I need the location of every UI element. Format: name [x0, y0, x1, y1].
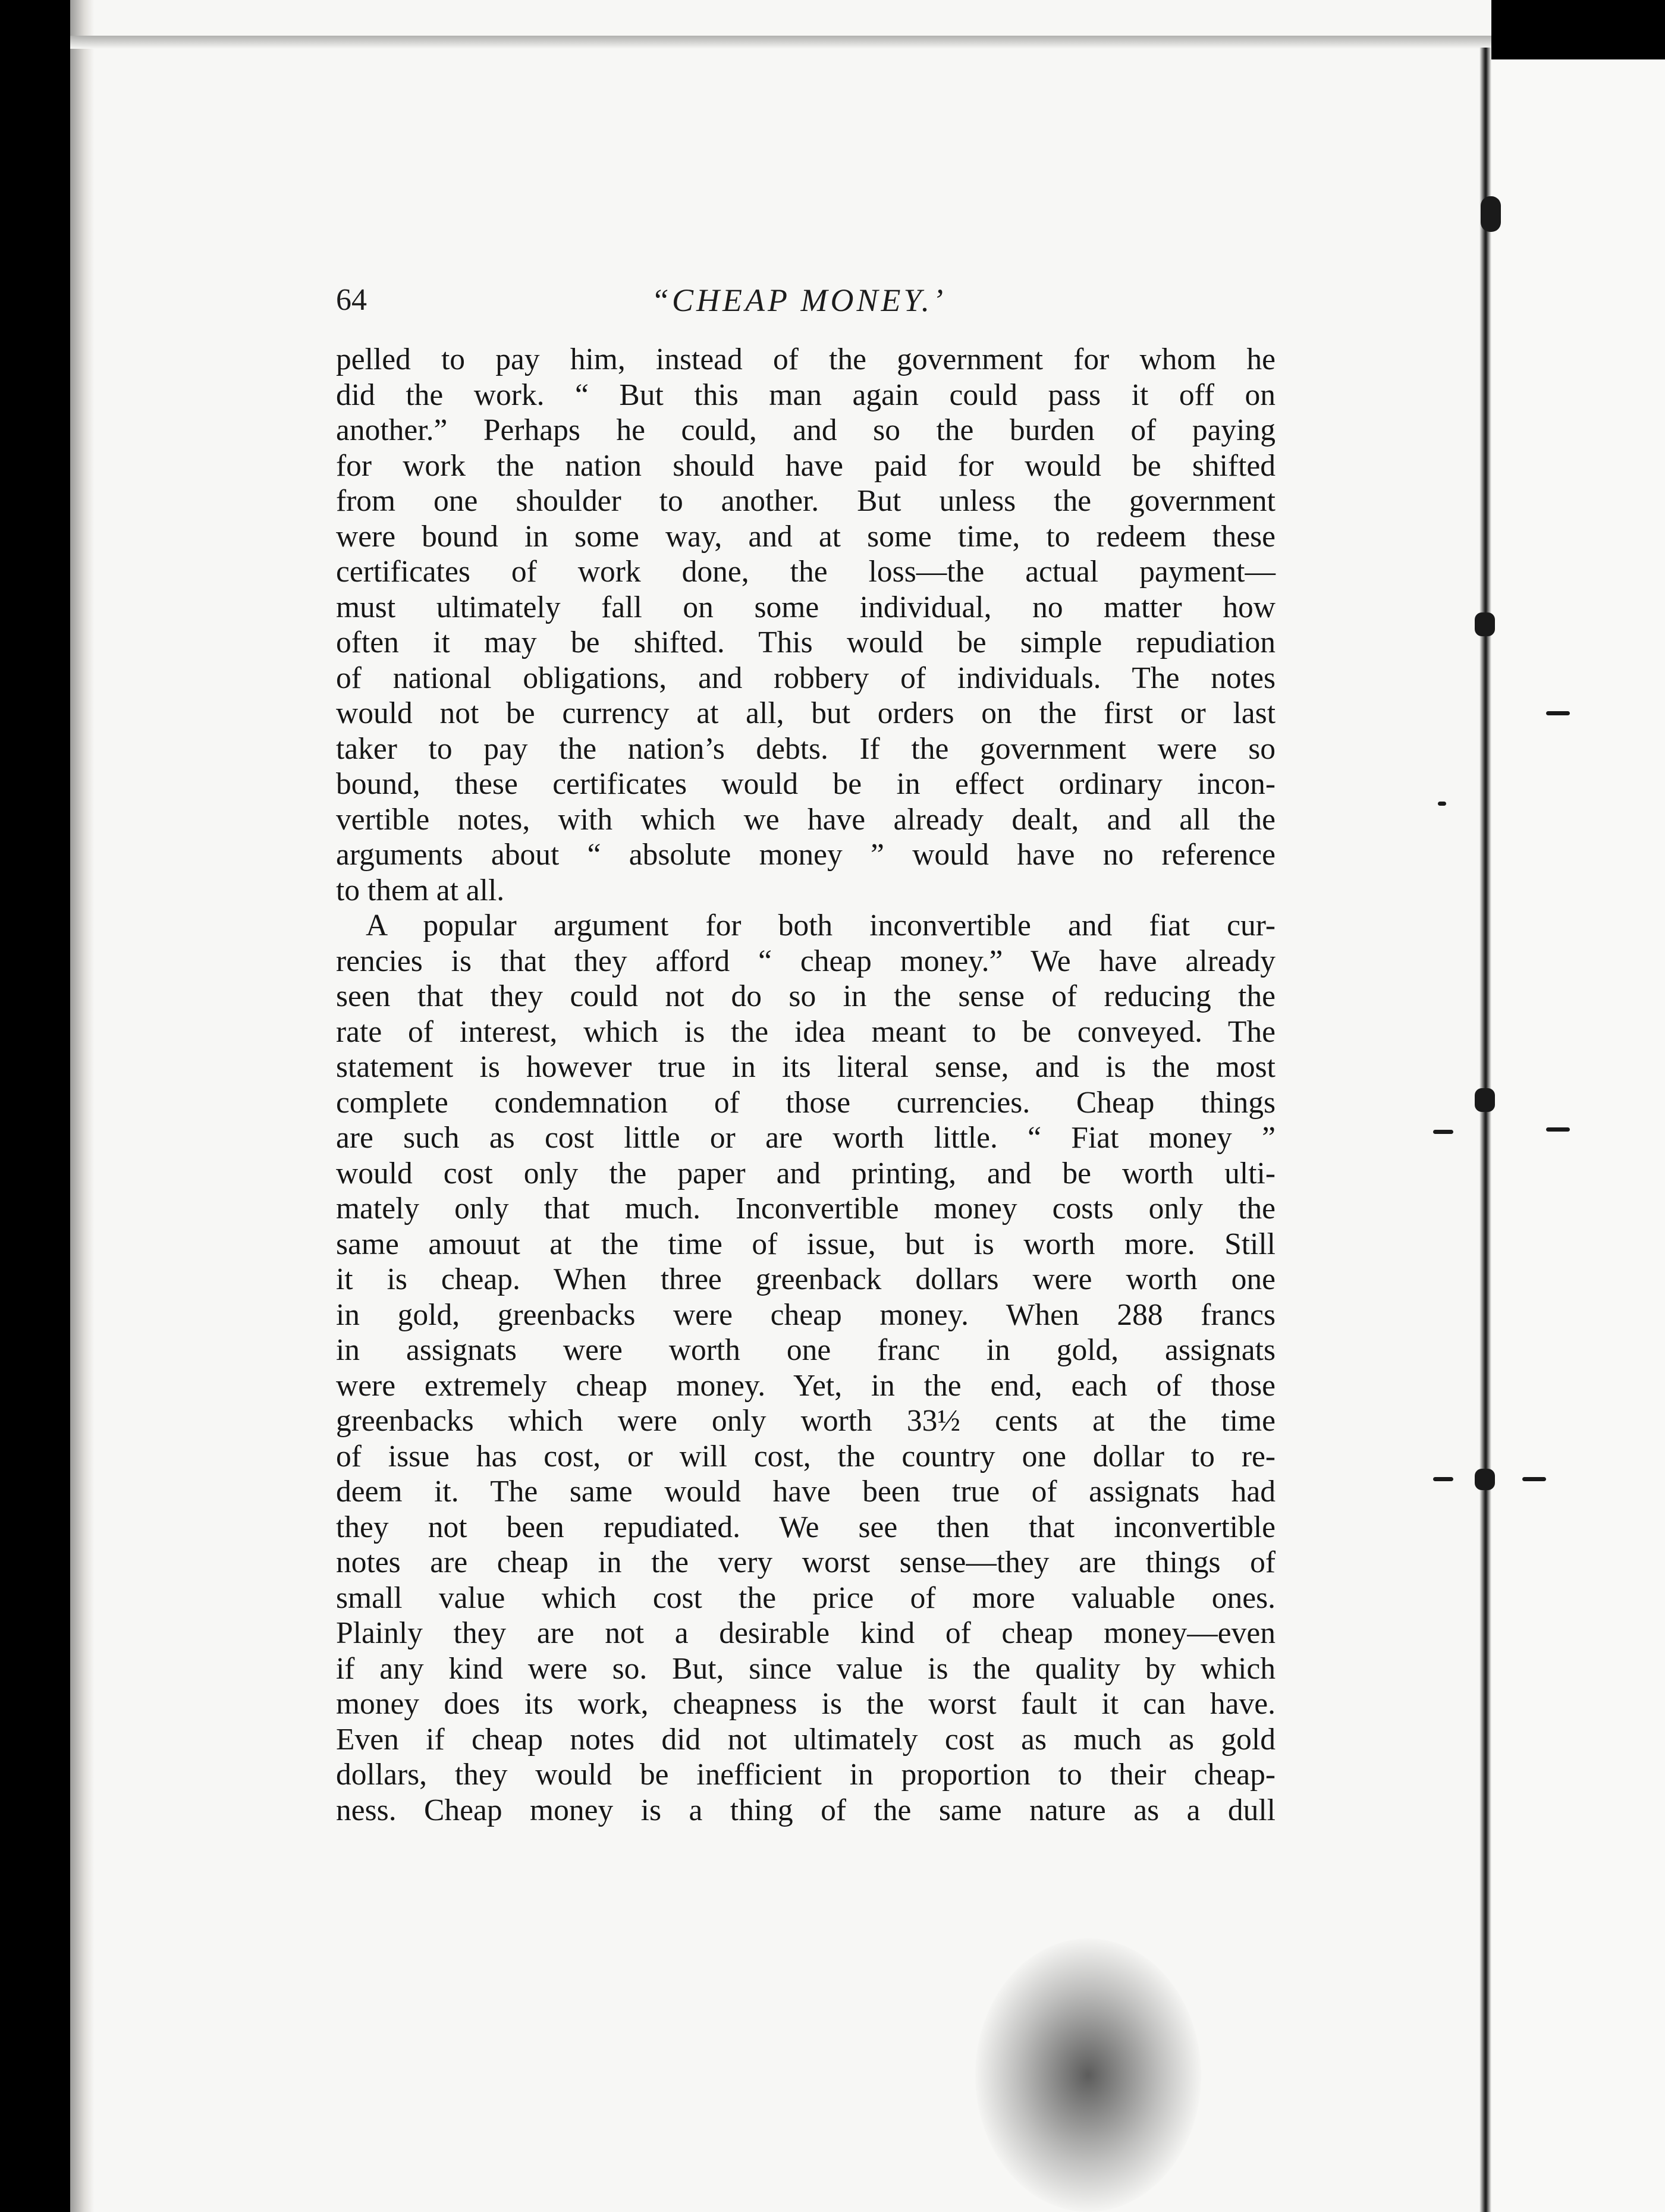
- text-line: were extremely cheap money. Yet, in the end, each of those: [336, 1368, 1276, 1403]
- body-text: [336, 342, 1276, 1828]
- binding-thread-mark: [1475, 1088, 1495, 1112]
- text-line: pelled to pay him, instead of the government for whom he: [336, 343, 1276, 376]
- text-line: Plainly they are not a desirable kind of cheap money—even: [336, 1616, 1276, 1650]
- text-line: from one shoulder to another. But unless the government: [336, 484, 1276, 518]
- text-line: did the work. “ But this man again could pass it off on: [336, 378, 1276, 412]
- binding-thread-mark: [1438, 802, 1446, 806]
- binding-thread-mark: [1546, 711, 1570, 715]
- text-line: rate of interest, which is the idea meant to be conveyed. The: [336, 1014, 1276, 1049]
- text-line: dollars, they would be inefficient in proportion to their cheap-: [336, 1758, 1276, 1792]
- binding-fold: [1479, 48, 1491, 2212]
- text-line: must ultimately fall on some individual, no matter how: [336, 590, 1276, 624]
- text-line: same amouut at the time of issue, but is worth more. Still: [336, 1227, 1276, 1261]
- binding-thread-mark: [1433, 1477, 1453, 1481]
- text-line: of national obligations, and robbery of individuals. The notes: [336, 661, 1276, 695]
- binding-thread-mark: [1475, 1469, 1495, 1490]
- binding-thread-mark: [1522, 1477, 1546, 1481]
- running-head: [336, 279, 1276, 321]
- text-line: money does its work, cheapness is the worst fault it can have.: [336, 1687, 1276, 1721]
- text-line: would not be currency at all, but orders on the first or last: [336, 696, 1276, 730]
- text-line: notes are cheap in the very worst sense—they are things of: [336, 1545, 1276, 1579]
- text-line: in gold, greenbacks were cheap money. When 288 francs: [336, 1297, 1276, 1332]
- text-line: are such as cost little or are worth little. “ Fiat money ”: [336, 1121, 1276, 1155]
- text-line: arguments about “ absolute money ” would have no reference: [336, 838, 1276, 872]
- text-line: A popular argument for both inconvertible and fiat cur-: [366, 909, 1276, 942]
- text-line: certificates of work done, the loss—the actual payment—: [336, 555, 1276, 589]
- text-line: complete condemnation of those currencies. Cheap things: [336, 1085, 1276, 1120]
- text-line: rencies is that they afford “ cheap money.” We have already: [336, 944, 1276, 978]
- facing-page-edge: [1491, 59, 1665, 2212]
- running-title: “CHEAP MONEY.’: [651, 282, 947, 318]
- text-line: ness. Cheap money is a thing of the same nature as a dull: [336, 1793, 1276, 1827]
- text-line: deem it. The same would have been true of assignats had: [336, 1475, 1276, 1509]
- text-line: for work the nation should have paid for would be shifted: [336, 448, 1276, 483]
- text-line: Even if cheap notes did not ultimately cost as much as gold: [336, 1722, 1276, 1757]
- text-line: greenbacks which were only worth 33½ cents at the time: [336, 1404, 1276, 1438]
- binding-thread-mark: [1433, 1130, 1453, 1134]
- text-line: they not been repudiated. We see then that inconvertible: [336, 1510, 1276, 1544]
- text-line: were bound in some way, and at some time, to redeem these: [336, 519, 1276, 554]
- page-stain: [975, 1938, 1201, 2212]
- text-line: mately only that much. Inconvertible money costs only the: [336, 1192, 1276, 1226]
- text-line: would cost only the paper and printing, and be worth ulti-: [336, 1156, 1276, 1190]
- text-line: if any kind were so. But, since value is the quality by which: [336, 1651, 1276, 1686]
- text-line: vertible notes, with which we have already dealt, and all the: [336, 802, 1276, 837]
- text-line: it is cheap. When three greenback dollars were worth one: [336, 1262, 1276, 1296]
- text-line: in assignats were worth one franc in gold, assignats: [336, 1333, 1276, 1367]
- page-gutter-edge: [70, 0, 94, 2212]
- text-line: bound, these certificates would be in effect ordinary incon-: [336, 767, 1276, 801]
- text-line: another.” Perhaps he could, and so the burden of paying: [336, 413, 1276, 447]
- text-line: to them at all.: [336, 873, 505, 907]
- text-line: statement is however true in its literal sense, and is the most: [336, 1050, 1276, 1084]
- binding-thread-mark: [1481, 196, 1501, 232]
- page-number: 64: [336, 283, 367, 317]
- text-line: taker to pay the nation’s debts. If the government were so: [336, 731, 1276, 766]
- text-line: often it may be shifted. This would be simple repudiation: [336, 626, 1276, 659]
- binding-thread-mark: [1546, 1127, 1570, 1132]
- page-top-edge: [70, 36, 1491, 49]
- text-line: small value which cost the price of more valuable ones.: [336, 1581, 1276, 1615]
- text-line: seen that they could not do so in the sense of reducing the: [336, 979, 1276, 1013]
- binding-thread-mark: [1475, 612, 1495, 636]
- text-line: of issue has cost, or will cost, the country one dollar to re-: [336, 1439, 1276, 1473]
